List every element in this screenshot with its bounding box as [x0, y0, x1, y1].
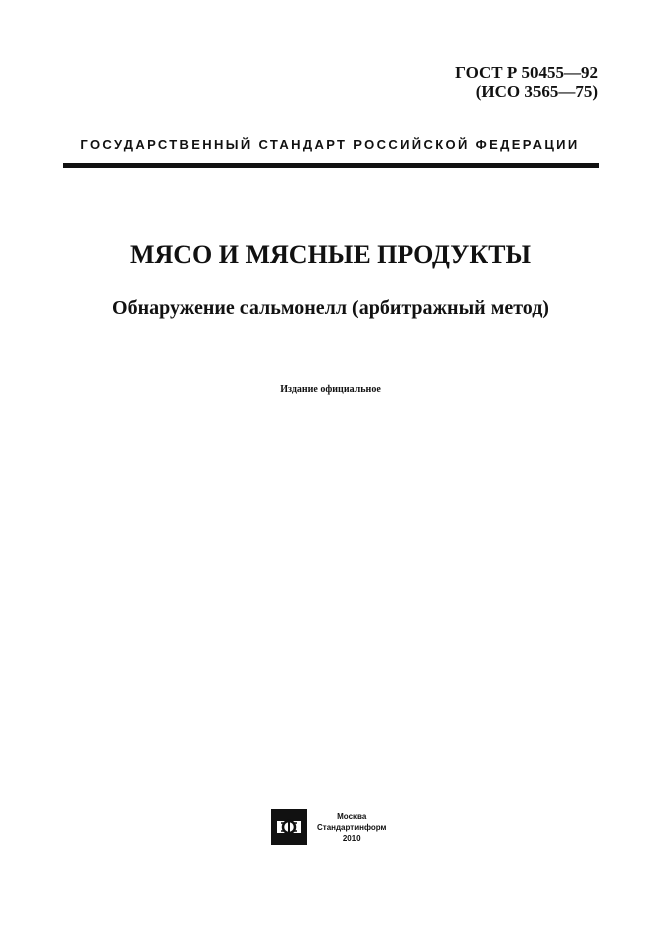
- edition-note: Издание официальное: [280, 384, 381, 395]
- document-title: МЯСО И МЯСНЫЕ ПРОДУКТЫ: [129, 240, 532, 269]
- state-standard-heading: ГОСУДАРСТВЕННЫЙ СТАНДАРТ РОССИЙСКОЙ ФЕДЕРАЦИИ: [80, 137, 580, 152]
- imprint-city: Москва: [337, 811, 367, 821]
- imprint-year: 2010: [342, 833, 361, 843]
- imprint-text: [317, 811, 386, 844]
- heading-rule: [63, 163, 599, 168]
- publisher-imprint: [271, 808, 386, 846]
- gost-number: ГОСТ Р 50455—92: [455, 63, 598, 82]
- standartinform-logo-icon: [271, 809, 307, 845]
- standard-designation: [455, 63, 598, 101]
- imprint-publisher: Стандартинформ: [317, 822, 387, 832]
- document-subtitle: Обнаружение сальмонелл (арбитражный метод): [112, 297, 549, 319]
- iso-number: (ИСО 3565—75): [475, 82, 598, 101]
